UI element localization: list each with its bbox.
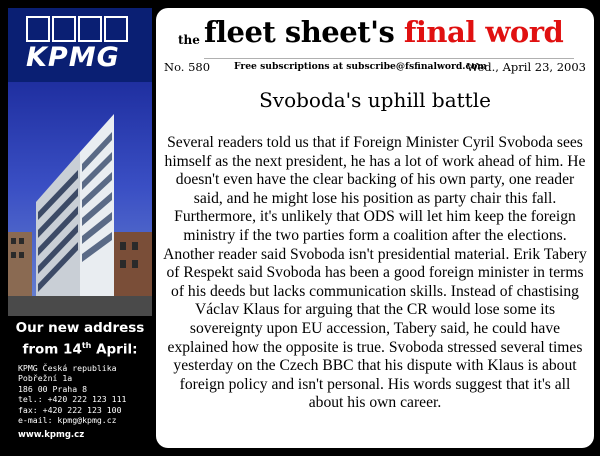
ad-headline-from: from 14 [22,341,82,358]
ad-website-link[interactable]: www.kpmg.cz [18,430,85,440]
ad-street: Pobřežní 1a [18,373,73,384]
newsletter-card [156,8,594,448]
ad-email: e-mail: kpmg@kpmg.cz [18,415,117,426]
logo-square-icon [104,16,128,42]
ad-headline-line1: Our new address [15,320,145,336]
ad-headline [8,320,152,359]
masthead-title [204,15,563,49]
logo-square-icon [52,16,76,42]
logo-square-icon [78,16,102,42]
masthead-rule [204,58,574,59]
ad-city: 186 00 Praha 8 [18,383,88,394]
office-building-photo [8,82,152,316]
ad-headline-month: April: [91,341,138,358]
article-title: Svoboda's uphill battle [259,88,491,112]
masthead [156,12,594,60]
ad-fax: fax: +420 222 123 100 [18,404,122,415]
logo-square-icon [26,16,50,42]
ad-contact-details [18,363,152,427]
kpmg-logo-text: KPMG [26,42,120,73]
article-body: Several readers told us that if Foreign Minister Cyril Svoboda sees himself as the next president, he has a lot of work ahead of him. He doesn't even have the clear backing of his own party, one reader said, and he might lose his position as party chair this fall. Furthermore, it's unlikely that ODS will let him keep the foreign ministry if the two parties form a coalition after the elections. Another reader said Svoboda isn't presidential material. Erik Tabery of Respekt said Svoboda has been a good foreign minister in terms of his deeds but lacks communication skills. Instead of chastising Václav Klaus for arguing that the CR would lose some its sovereignty upon EU accession, Tabery said, he could have explained how the opposite is true. Svoboda stressed several times yesterday on the Czech BBC that his dispute with Klaus is about foreign policy and isn't personal. His words suggest that it's all about his own career. [163,134,587,412]
issue-date: Wed., April 23, 2003 [466,60,586,74]
ad-caption [8,316,152,448]
kpmg-logo [8,8,152,82]
issue-info-row [164,60,586,76]
ad-phone: tel.: +420 222 123 111 [18,394,127,405]
office-building-illustration [8,82,152,316]
masthead-title-red: final word [403,15,564,49]
issue-number: No. 580 [164,60,211,74]
ad-headline-ordinal: th [81,341,92,350]
masthead-the: the [178,33,200,47]
ad-headline-line2 [8,337,152,359]
kpmg-advertisement[interactable] [8,8,152,448]
subscribe-link[interactable]: Free subscriptions at subscribe@fsfinalword.com [234,61,487,72]
ad-company-name: KPMG Česká republika [18,362,117,373]
masthead-title-black: fleet sheet's [204,15,404,49]
